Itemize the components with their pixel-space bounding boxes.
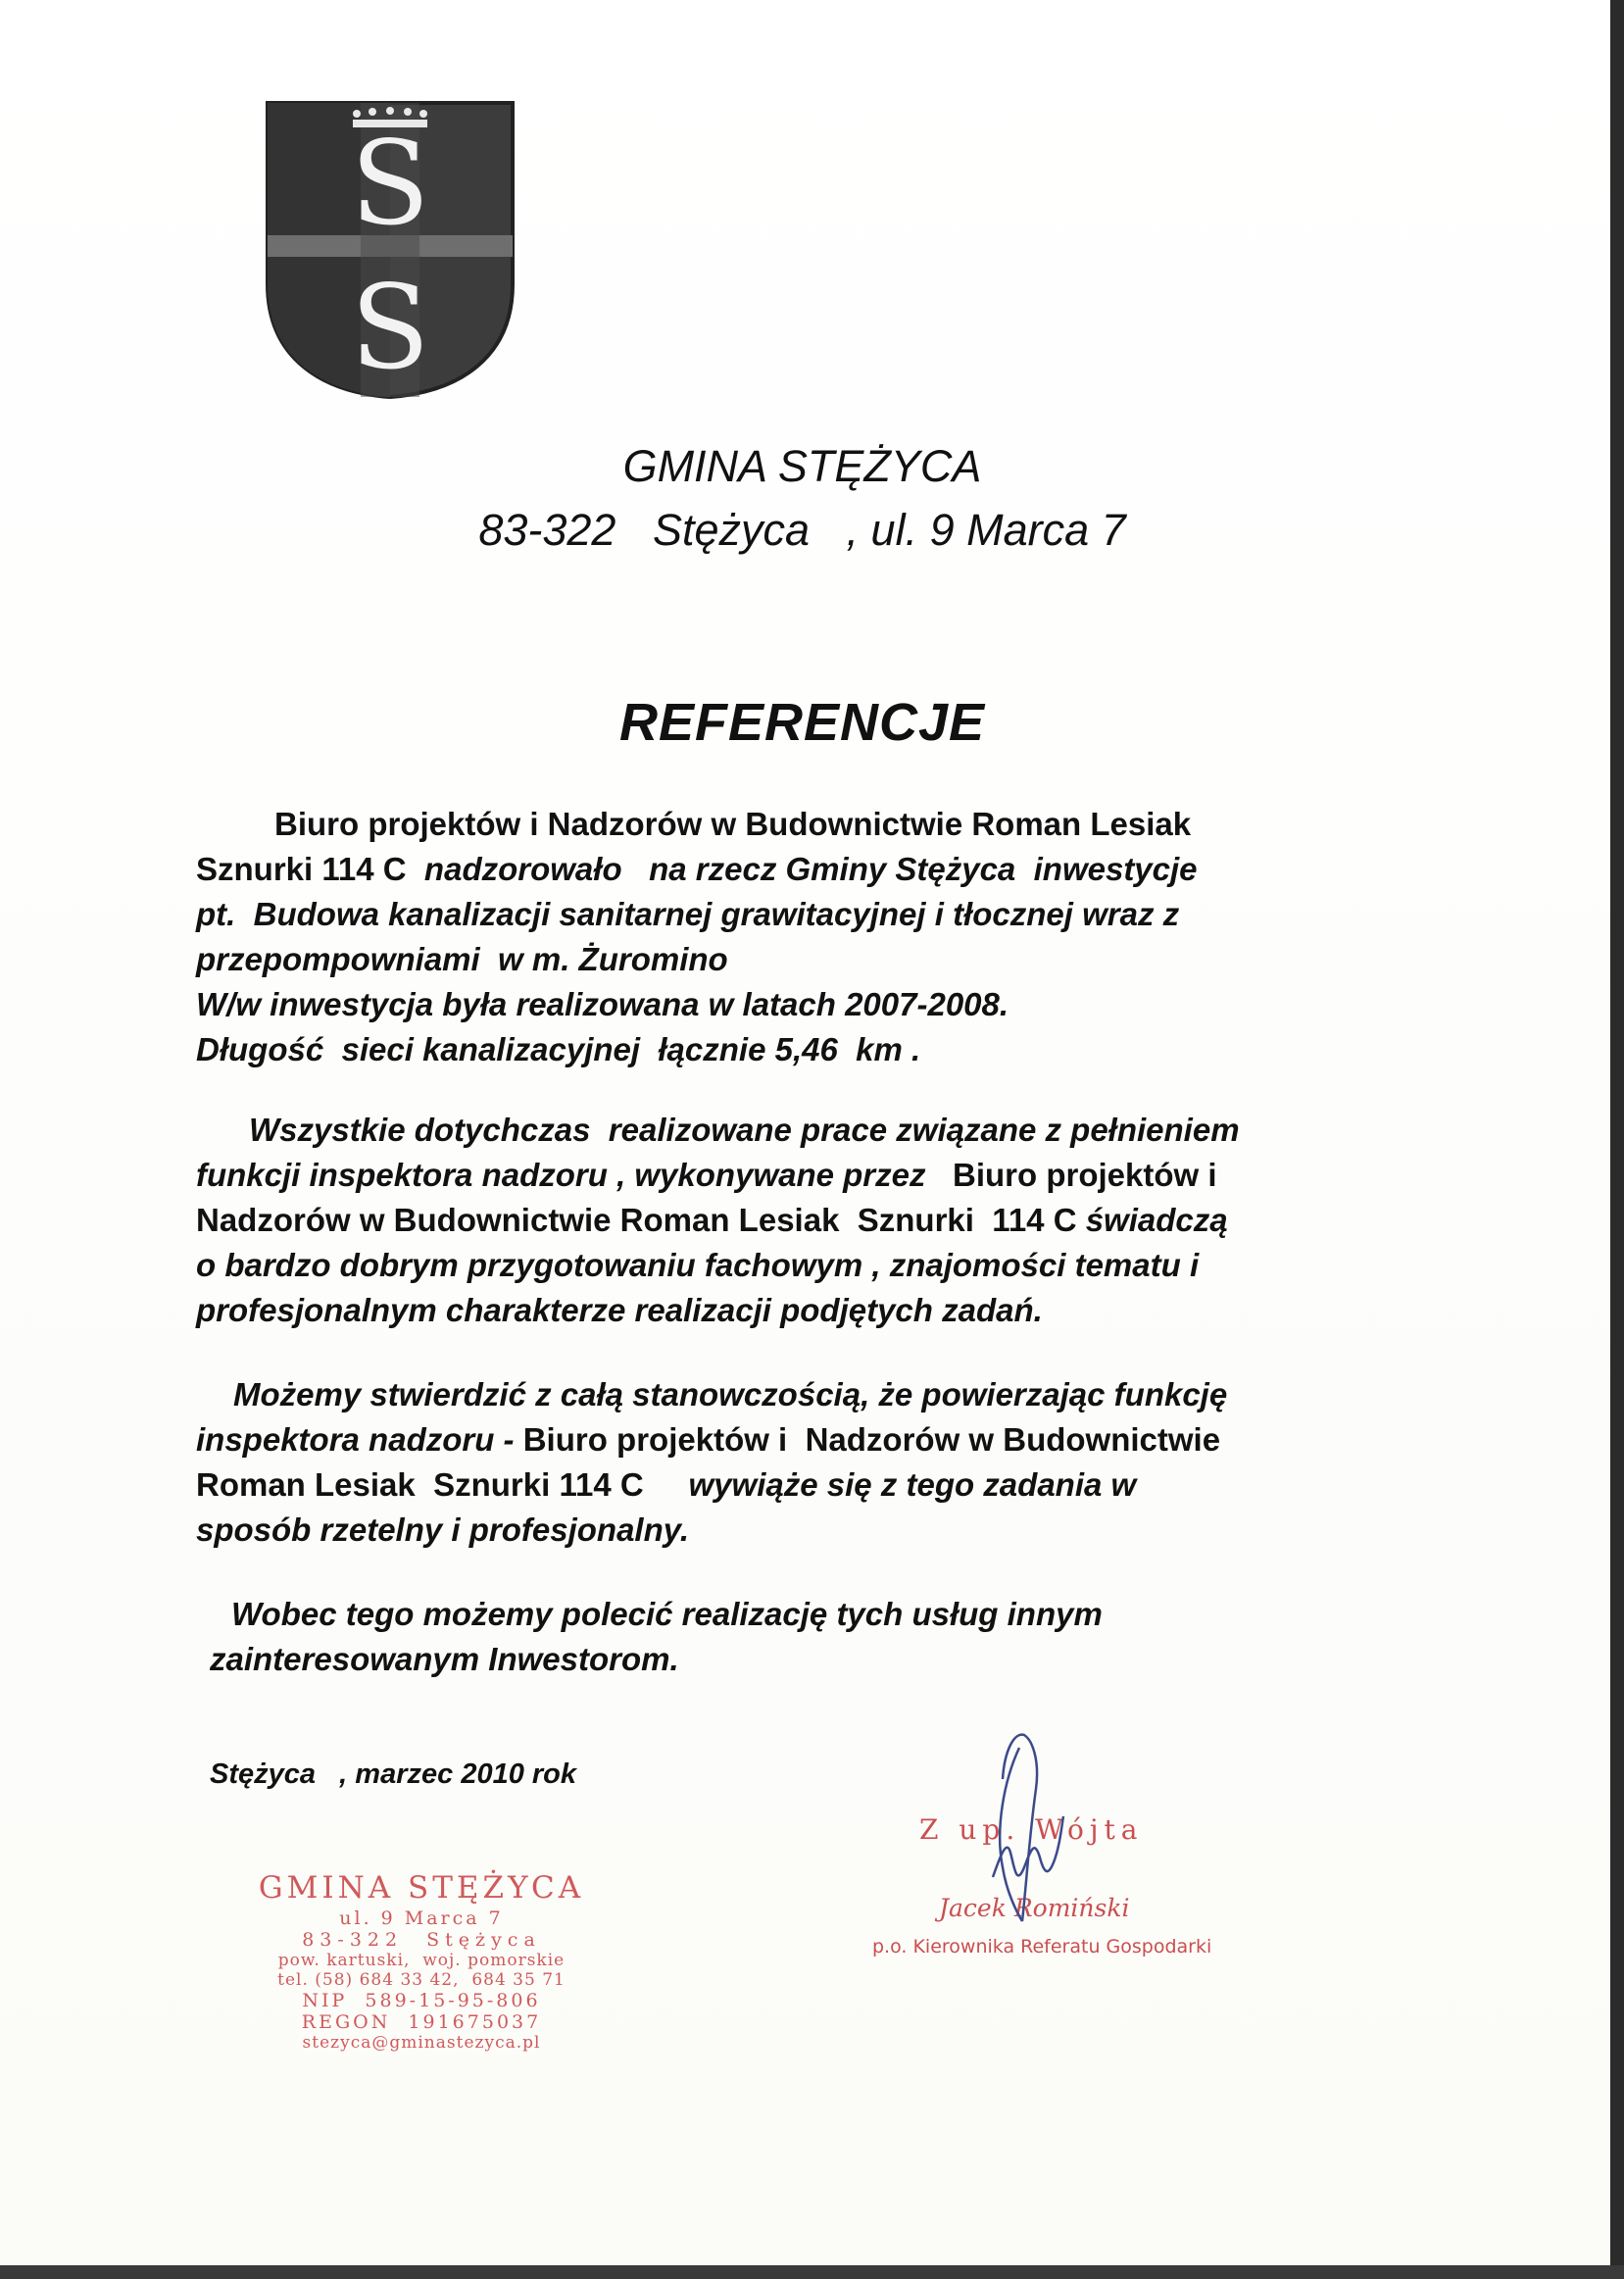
scan-edge-bottom xyxy=(0,2265,1624,2279)
coat-of-arms-icon xyxy=(263,98,517,402)
stamp-district: pow. kartuski, woj. pomorskie xyxy=(277,1951,566,1970)
stamp-name: GMINA STĘŻYCA xyxy=(258,1870,585,1906)
p2-line3-part1: Nadzorów w Budownictwie Roman Lesiak Sznurki 114 C xyxy=(196,1202,1086,1238)
p1-line2 xyxy=(196,851,1198,888)
stamp-city: 83-322 Stężyca xyxy=(302,1929,541,1951)
stamp-regon: REGON 191675037 xyxy=(301,2011,542,2033)
p1-line6: Długość sieci kanalizacyjnej łącznie 5,46 km . xyxy=(196,1031,921,1067)
stamp-street: ul. 9 Marca 7 xyxy=(339,1907,504,1929)
p3-line4: sposób rzetelny i profesjonalny. xyxy=(196,1511,690,1548)
signature-stamp-name: Jacek Romiński xyxy=(939,1894,1130,1922)
scan-edge-right xyxy=(1610,0,1624,2279)
p1-line1: Biuro projektów i Nadzorów w Budownictwie Roman Lesiak xyxy=(274,806,1192,842)
handwritten-signature-icon xyxy=(946,1720,1201,1946)
municipality-name: GMINA STĘŻYCA xyxy=(622,441,982,491)
p2-line3 xyxy=(196,1202,1228,1239)
p1-line2-part1: Sznurki 114 C xyxy=(196,851,416,887)
coat-letter-top: S xyxy=(350,116,430,251)
signature-stamp-title: Z up. Wójta xyxy=(919,1813,1144,1846)
p2-line1: Wszystkie dotychczas realizowane prace związane z pełnieniem xyxy=(249,1112,1240,1148)
p4-line2: zainteresowanym Inwestorom. xyxy=(210,1641,679,1677)
p2-line5: profesjonalnym charakterze realizacji podjętych zadań. xyxy=(196,1292,1043,1328)
p2-line2-part2: Biuro projektów i xyxy=(934,1157,1217,1193)
p3-line2-part2: Biuro projektów i Nadzorów w Budownictwie xyxy=(522,1421,1221,1458)
municipality-address: 83-322 Stężyca , ul. 9 Marca 7 xyxy=(478,505,1126,555)
stamp-nip: NIP 589-15-95-806 xyxy=(302,1990,541,2011)
p1-line5: W/w inwestycja była realizowana w latach 2007-2008. xyxy=(196,986,1009,1022)
p3-line3 xyxy=(196,1466,1136,1504)
signature-stamp-position: p.o. Kierownika Referatu Gospodarki xyxy=(872,1936,1212,1957)
p3-line3-part2: wywiąże się z tego zadania w xyxy=(652,1466,1137,1503)
p3-line1: Możemy stwierdzić z całą stanowczością, że powierzając funkcję xyxy=(233,1376,1228,1412)
date-line: Stężyca , marzec 2010 rok xyxy=(210,1759,577,1790)
p1-line2-part2: nadzorowało na rzecz Gminy Stężyca inwestycje xyxy=(415,851,1198,887)
p1-line4: przepompowniami w m. Żuromino xyxy=(196,941,728,977)
p3-line2-part1: inspektora nadzoru - xyxy=(196,1421,523,1458)
p3-line2 xyxy=(196,1421,1220,1459)
p2-line3-part2: świadczą xyxy=(1085,1202,1228,1238)
p2-line4: o bardzo dobrym przygotowaniu fachowym , znajomości tematu i xyxy=(196,1247,1200,1283)
office-stamp xyxy=(225,1870,617,2053)
stamp-phone: tel. (58) 684 33 42, 684 35 71 xyxy=(277,1970,566,1990)
p1-line3: pt. Budowa kanalizacji sanitarnej grawitacyjnej i tłocznej wraz z xyxy=(196,896,1180,932)
coat-letter-bottom: S xyxy=(350,260,430,395)
p4-line1: Wobec tego możemy polecić realizację tych usług innym xyxy=(231,1596,1103,1632)
document-title: REFERENCJE xyxy=(618,693,986,752)
p2-line2 xyxy=(196,1157,1217,1194)
p3-line3-part1: Roman Lesiak Sznurki 114 C xyxy=(196,1466,653,1503)
stamp-email: stezyca@gminastezyca.pl xyxy=(302,2033,541,2053)
p2-line2-part1: funkcji inspektora nadzoru , wykonywane przez xyxy=(196,1157,935,1193)
